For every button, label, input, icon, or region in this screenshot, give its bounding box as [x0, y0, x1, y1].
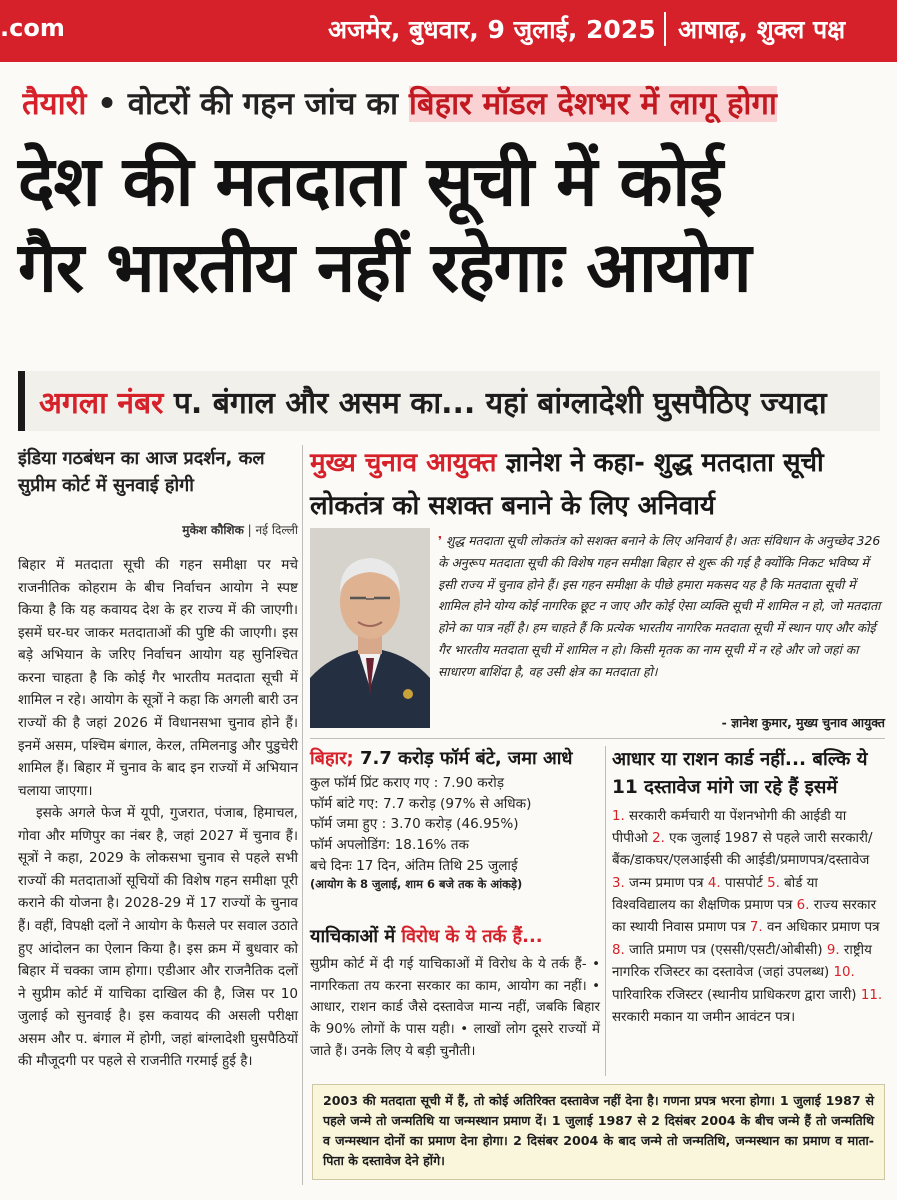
- portrait-illustration: [310, 528, 430, 728]
- petitions-heading-red: विरोध के ये तर्क हैं...: [401, 926, 543, 947]
- headline-line-1: देश की मतदाता सूची में कोई: [18, 142, 723, 222]
- quote-heading-text: ज्ञानेश ने कहा- शुद्ध मतदाता सूची लोकतंत्र को सशक्त बनाने के लिए अनिवार्य: [310, 448, 824, 522]
- section-divider: [310, 738, 885, 739]
- eligibility-info-box: 2003 की मतदाता सूची में हैं, तो कोई अतिरिक्त दस्तावेज नहीं देना है। गणना प्रपत्र भरना होगा। 1 जुलाई 1987 से पहले जन्मे तो जन्मतिथि या जन्मस्थान प्रमाण दें। 1 जुलाई 1987 से 2 दिसंबर 2004 के बीच जन्मे हैं तो जन्मतिथि व जन्मस्थान दोनों का प्रमाण देना होगा। 2 दिसंबर 2004 के बाद जन्मे तो जन्मतिथि, जन्मस्थान का प्रमाण व माता-पिता के दस्तावेज देने होंगे।: [312, 1084, 885, 1180]
- bihar-heading: [310, 746, 600, 770]
- stat-item: फॉर्म बांटे गए: 7.7 करोड़ (97% से अधिक): [310, 795, 532, 812]
- document-item: सरकारी कर्मचारी या पेंशनभोगी की आईडी या पीपीओ: [612, 808, 847, 846]
- document-item: सरकारी मकान या जमीन आवंटन पत्र।: [612, 1009, 796, 1025]
- stat-item: फॉर्म जमा हुए : 3.70 करोड़ (46.95%): [310, 816, 519, 833]
- stats-source-note: (आयोग के 8 जुलाई, शाम 6 बजे तक के आंकड़े): [310, 877, 523, 892]
- byline-author: मुकेश कौशिक: [182, 523, 244, 537]
- subheadline-band: [18, 371, 880, 431]
- subheadline-text: प. बंगाल और असम का... यहां बांग्लादेशी घुसपैठिए ज्यादा: [163, 386, 827, 421]
- portrait-photo: [310, 528, 430, 728]
- left-column: [18, 445, 298, 1073]
- byline-place: | नई दिल्ली: [243, 523, 298, 537]
- dateline: अजमेर, बुधवार, 9 जुलाई, 2025: [328, 15, 656, 44]
- kicker-text: वोटरों की गहन जांच का: [127, 86, 409, 122]
- quote-mark-icon: ❜: [438, 533, 442, 548]
- bihar-stats-section: [310, 746, 600, 894]
- document-item: जाति प्रमाण पत्र (एससी/एसटी/ओबीसी): [629, 942, 823, 958]
- stat-item: फॉर्म अपलोडिंग: 18.16% तक: [310, 836, 469, 853]
- headline: [18, 140, 883, 311]
- petitions-body: सुप्रीम कोर्ट में दी गई याचिकाओं में विरोध के ये तर्क हैं- • नागरिकता तय करना सरकार का काम, आयोग का नहीं। • आधार, राशन कार्ड जैसे दस्तावेज मान्य नहीं, जबकि बिहार के 90% लोगों के पास यही। • लाखों लोग दूसरे राज्यों में जाते हैं। उनके लिए ये बड़ी चुनौती।: [310, 957, 600, 1059]
- quote-body: [438, 530, 885, 683]
- panchang: आषाढ़, शुक्ल पक्ष: [664, 12, 845, 46]
- stat-item: कुल फॉर्म प्रिंट कराए गए : 7.90 करोड़: [310, 775, 504, 791]
- stat-item: बचे दिनः 17 दिन, अंतिम तिथि 25 जुलाई: [310, 857, 518, 874]
- document-item: एक जुलाई 1987 से पहले जारी सरकारी/बैंक/डाकघर/एलआईसी की आईडी/प्रमाणपत्र/दस्तावेज: [612, 830, 873, 869]
- document-item: राज्य सरकार का स्थायी निवास प्रमाण पत्र: [612, 898, 877, 936]
- petitions-section: [310, 924, 600, 1063]
- document-item: पारिवारिक रजिस्टर (स्थानीय प्राधिकरण द्वारा जारी): [612, 987, 857, 1003]
- subheadline: [39, 381, 827, 422]
- quote-heading: [310, 442, 885, 528]
- document-item: राष्ट्रीय नागरिक रजिस्टर का दस्तावेज (जहां उपलब्ध): [612, 942, 872, 981]
- documents-heading: आधार या राशन कार्ड नहीं... बल्कि ये 11 दस्तावेज मांगे जा रहे हैं इसमें: [612, 749, 868, 798]
- petitions-heading: [310, 924, 600, 948]
- left-deck: इंडिया गठबंधन का आज प्रदर्शन, कल सुप्रीम कोर्ट में सुनवाई होगी: [18, 448, 265, 496]
- subheadline-red: अगला नंबर: [39, 386, 164, 421]
- kicker-separator: •: [86, 86, 128, 122]
- bihar-stats-list: [310, 773, 600, 894]
- bihar-heading-text: 7.7 करोड़ फॉर्म बंटे, जमा आधे: [353, 748, 573, 769]
- bihar-heading-red: बिहार;: [310, 748, 354, 769]
- document-item: वन अधिकार प्रमाण पत्र: [766, 920, 880, 936]
- documents-section: [612, 746, 885, 1029]
- byline: [18, 521, 298, 538]
- quote-text: शुद्ध मतदाता सूची लोकतंत्र को सशक्त बनाने के लिए अनिवार्य है। अतः संविधान के अनुच्छेद 326 के अनुरूप मतदाता सूची की विशेष गहन समीक्षा बिहार से शुरू की गई है क्योंकि निकट भविष्य में इसी राज्य में चुनाव होने हैं। इस गहन समीक्षा के पीछे हमारा मकसद यह है कि मतदाता सूची में शामिल होने योग्य कोई नागरिक छूट न जाए और कोई ऐसा व्यक्ति सूची में शामिल न हो, जो मतदाता होने का पात्र नहीं है। हम चाहते हैं कि प्रत्येक भारतीय नागरिक मतदाता सूची में स्थान पाए और कोई गैर भारतीय मतदाता सूची में शामिल न हो। किसी मृतक का नाम सूची में न रहे और जो जहां का साधारण बाशिंदा है, वह उसी क्षेत्र का मतदाता हो।: [438, 533, 881, 679]
- column-divider-right: [605, 746, 606, 1076]
- quote-signature: - ज्ञानेश कुमार, मुख्य चुनाव आयुक्त: [721, 715, 885, 730]
- document-item: जन्म प्रमाण पत्र: [629, 875, 704, 891]
- documents-list: 1. सरकारी कर्मचारी या पेंशनभोगी की आईडी या पीपीओ 2. एक जुलाई 1987 से पहले जारी सरकारी/बैंक/डाकघर/एलआईसी की आईडी/प्रमाणपत्र/दस्तावेज 3. जन्म प्रमाण पत्र 4. पासपोर्ट 5. बोर्ड या विश्वविद्यालय का शैक्षणिक प्रमाण पत्र 6. राज्य सरकार का स्थायी निवास प्रमाण पत्र 7. वन अधिकार प्रमाण पत्र 8. जाति प्रमाण पत्र (एससी/एसटी/ओबीसी) 9. राष्ट्रीय नागरिक रजिस्टर का दस्तावेज (जहां उपलब्ध) 10. पारिवारिक रजिस्टर (स्थानीय प्राधिकरण द्वारा जारी) 11. सरकारी मकान या जमीन आवंटन पत्र।: [612, 808, 883, 1025]
- kicker: [22, 82, 882, 130]
- left-paragraph-1: बिहार में मतदाता सूची की गहन समीक्षा पर मचे राजनीतिक कोहराम के बीच निर्वाचन आयोग ने स्पष्ट किया है कि यह कवायद देश के हर राज्य में की जाएगी। इसमें घर-घर जाकर मतदाताओं की पुष्टि की जाएगी। इस बड़े अभियान के जरिए निर्वाचन आयोग यह सुनिश्चित करना चाहता है कि कोई गैर भारतीय मतदाता सूची में शामिल न रहे। आयोग के सूत्रों ने कहा कि अगली बारी उन राज्यों की है जहां 2026 में विधानसभा चुनाव होने हैं। इनमें असम, पश्चिम बंगाल, केरल, तमिलनाडु और पुडुचेरी शामिल हैं। बिहार में चुनाव के बाद इन राज्यों में अभियान चलाया जाएगा।: [18, 557, 298, 799]
- left-paragraph-2: इसके अगले फेज में यूपी, गुजरात, पंजाब, हिमाचल, गोवा और मणिपुर का नंबर है, जहां 2027 में चुनाव हैं। सूत्रों ने कहा, 2029 के लोकसभा चुनाव से पहले सभी राज्यों की मतदाताओं सूचियों की विशेष गहन समीक्षा पूरी कराने की योजना है। 2028-29 में 17 राज्यों के चुनाव हैं। वहीं, विपक्षी दलों ने आयोग के फैसले पर सवाल उठाते हुए आंदोलन का ऐलान किया है। इस क्रम में बुधवार को बिहार में चक्का जाम होगा। एडीआर और राजनैतिक दलों ने सुप्रीम कोर्ट में याचिका दाखिल की है, जिस पर 10 जुलाई को सुनवाई है। इस कवायद की असली परीक्षा असम और प. बंगाल में होगी, जहां बांग्लादेशी घुसपैठियों की मौजूदगी पर पहले से राजनीति गरमाई हुई है।: [18, 805, 298, 1070]
- kicker-tag: तैयारी: [22, 86, 87, 122]
- document-item: बोर्ड या विश्वविद्यालय का शैक्षणिक प्रमाण पत्र: [612, 875, 818, 913]
- headline-line-2: गैर भारतीय नहीं रहेगाः आयोग: [18, 227, 751, 308]
- document-item: पासपोर्ट: [724, 875, 763, 891]
- column-divider: [302, 445, 303, 1185]
- masthead-bar: [0, 0, 897, 62]
- quote-heading-red: मुख्य चुनाव आयुक्त: [310, 448, 497, 478]
- left-body: [18, 554, 298, 1073]
- petitions-heading-text: याचिकाओं में: [310, 926, 402, 947]
- kicker-highlight: बिहार मॉडल देशभर में लागू होगा: [408, 86, 777, 122]
- site-domain: .com: [0, 14, 65, 42]
